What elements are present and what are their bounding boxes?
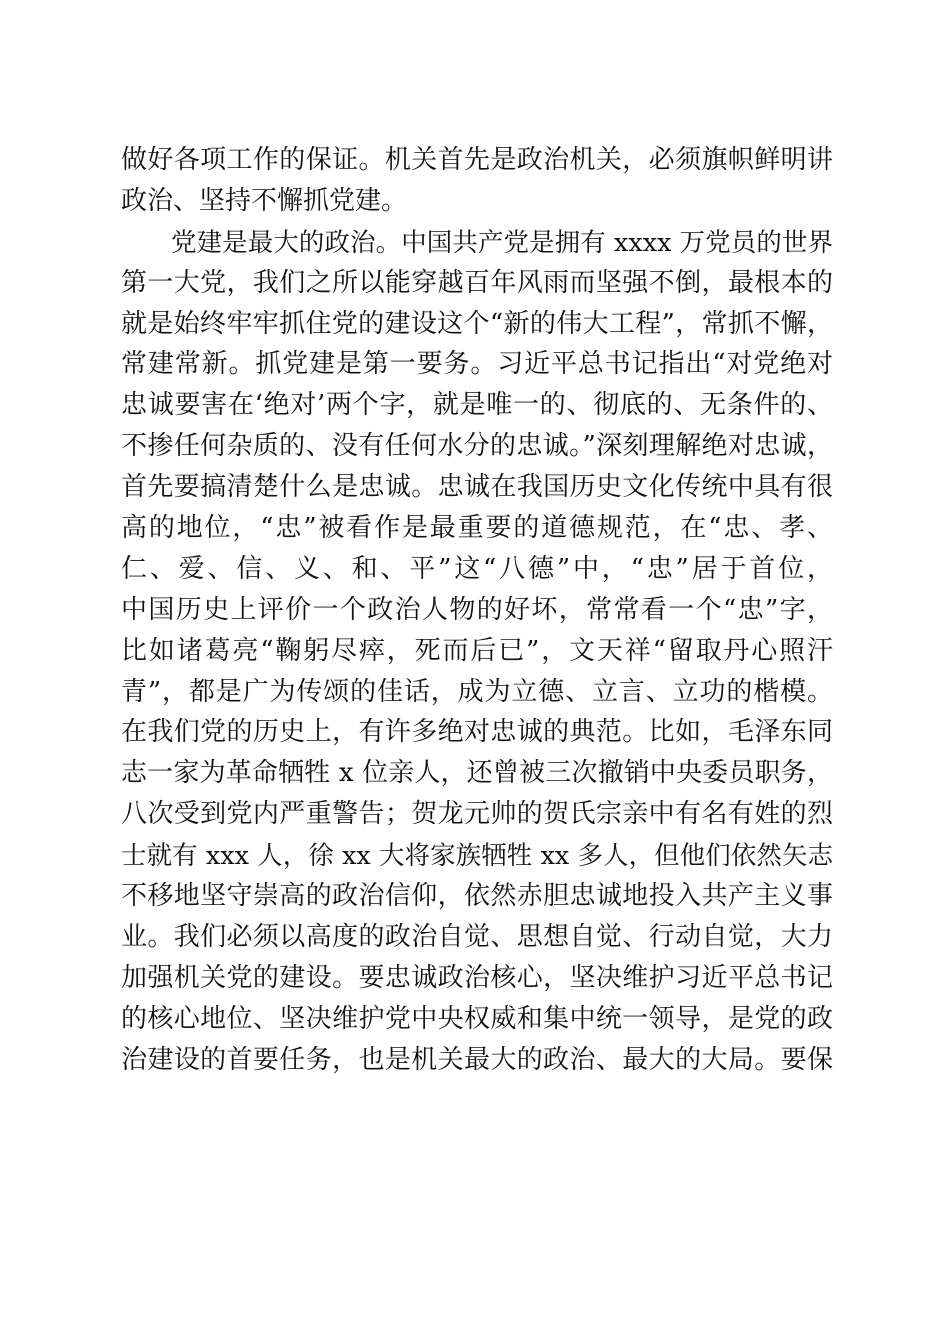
text-line: 八次受到党内严重警告；贺龙元帅的贺氏宗亲中有名有姓的烈 xyxy=(121,799,833,830)
text-line: 常建常新。抓党建是第一要务。习近平总书记指出“对党绝对 xyxy=(121,349,833,380)
text-line: 治建设的首要任务，也是机关最大的政治、最大的大局。要保 xyxy=(121,1044,833,1075)
text-line: 首先要搞清楚什么是忠诚。忠诚在我国历史文化传统中具有很 xyxy=(121,472,833,503)
text-line: 高的地位，“忠”被看作是最重要的道德规范，在“忠、孝、 xyxy=(121,513,833,544)
text-line: 中国历史上评价一个政治人物的好坏，常常看一个“忠”字， xyxy=(121,594,833,625)
text-line: 志一家为革命牺牲 x 位亲人，还曾被三次撤销中央委员职务， xyxy=(121,758,833,789)
text-line: 士就有 xxx 人，徐 xx 大将家族牺牲 xx 多人，但他们依然矢志 xyxy=(121,840,833,871)
paragraph-first-line: 党建是最大的政治。中国共产党是拥有 xxxx 万党员的世界 xyxy=(171,226,833,257)
text-line: 不移地坚守崇高的政治信仰，依然赤胆忠诚地投入共产主义事 xyxy=(121,881,833,912)
text-line: 青”，都是广为传颂的佳话，成为立德、立言、立功的楷模。 xyxy=(121,676,833,707)
text-line: 做好各项工作的保证。机关首先是政治机关，必须旗帜鲜明讲 xyxy=(121,145,833,175)
text-line: 仁、爱、信、义、和、平”这“八德”中，“忠”居于首位， xyxy=(121,553,833,584)
text-line: 忠诚要害在‘绝对’两个字，就是唯一的、彻底的、无条件的、 xyxy=(121,390,833,421)
text-line: 政治、坚持不懈抓党建。 xyxy=(121,185,408,216)
text-line: 就是始终牢牢抓住党的建设这个“新的伟大工程”，常抓不懈， xyxy=(121,308,833,339)
text-line: 在我们党的历史上，有许多绝对忠诚的典范。比如，毛泽东同 xyxy=(121,717,833,748)
text-line: 不掺任何杂质的、没有任何水分的忠诚。”深刻理解绝对忠诚， xyxy=(121,431,833,462)
body-text xyxy=(121,140,833,1080)
text-line: 的核心地位、坚决维护党中央权威和集中统一领导，是党的政 xyxy=(121,1003,833,1034)
text-line: 业。我们必须以高度的政治自觉、思想自觉、行动自觉，大力 xyxy=(121,921,833,952)
text-line: 第一大党，我们之所以能穿越百年风雨而坚强不倒，最根本的 xyxy=(121,267,833,298)
text-line: 加强机关党的建设。要忠诚政治核心，坚决维护习近平总书记 xyxy=(121,962,833,993)
text-line: 比如诸葛亮“鞠躬尽瘁，死而后已”，文天祥“留取丹心照汗 xyxy=(121,635,833,666)
